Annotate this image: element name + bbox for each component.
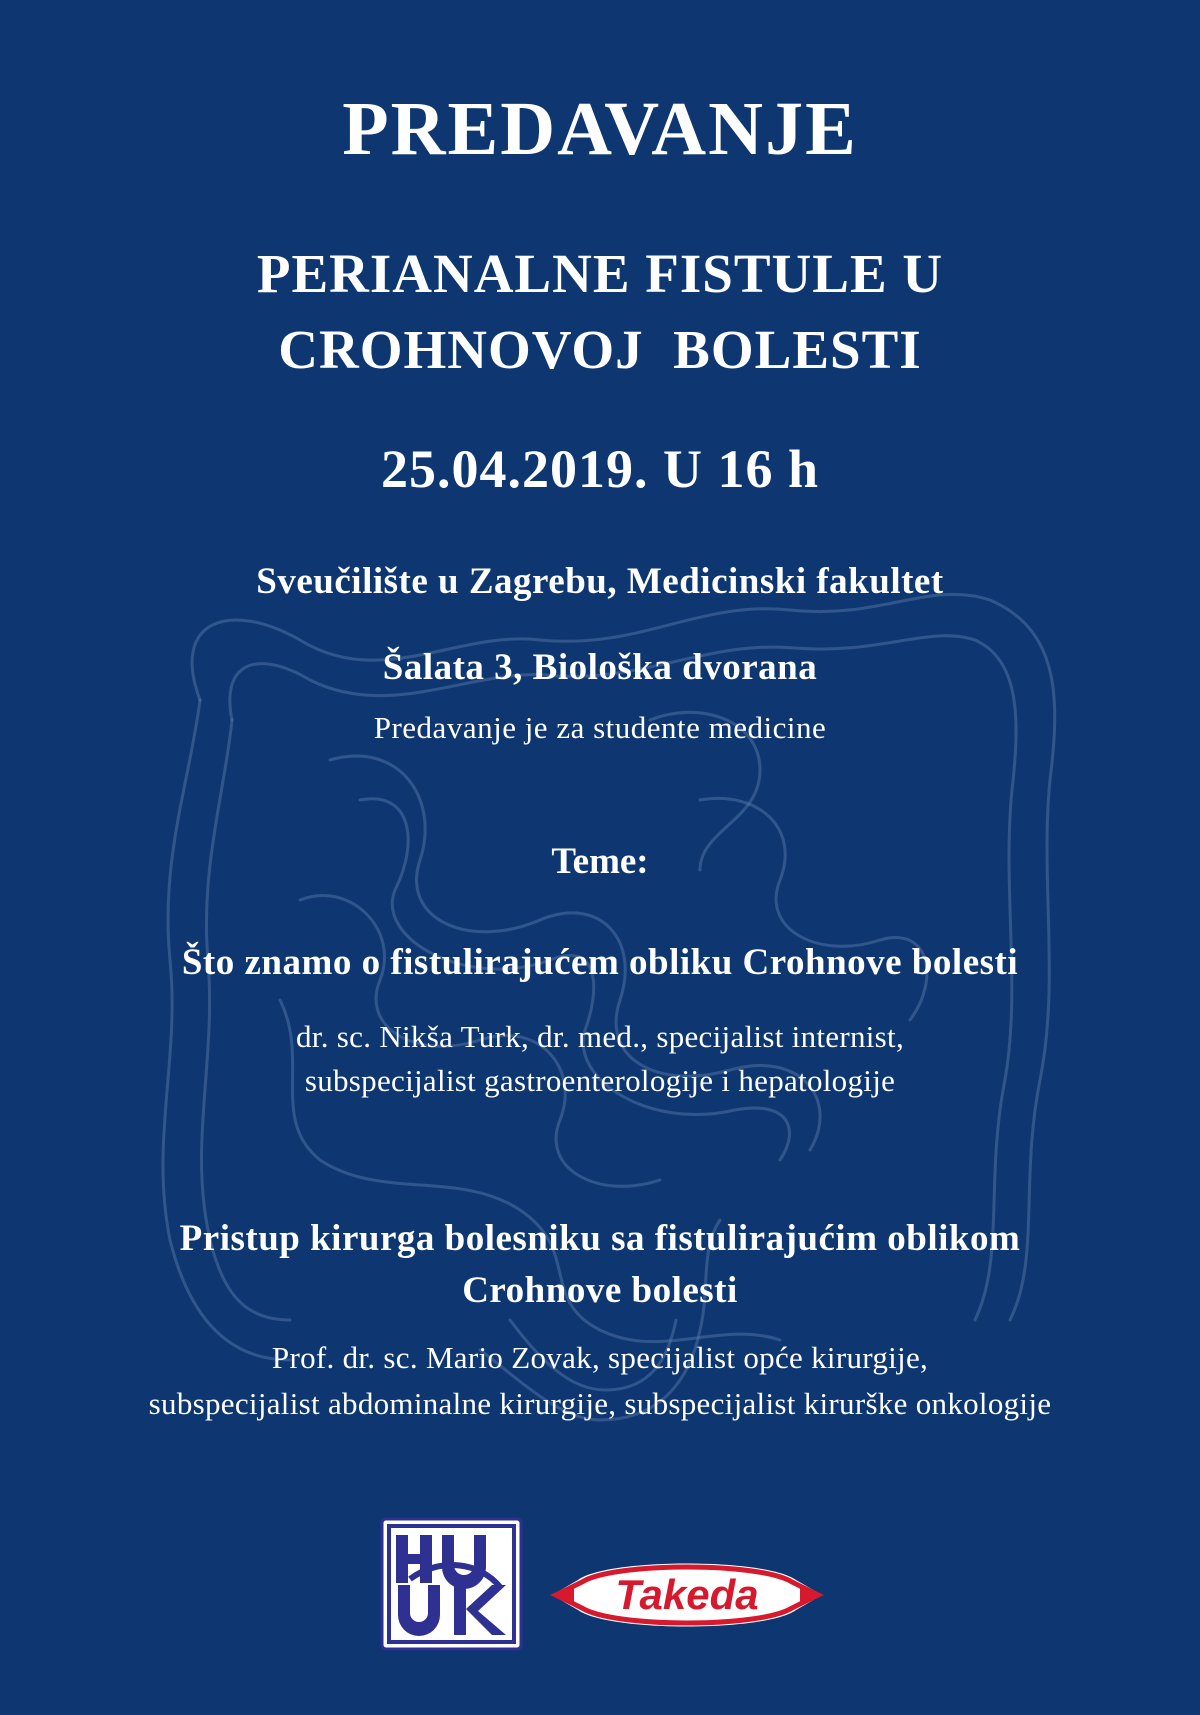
topic-1-title: Što znamo o fistulirajućem obliku Crohnove bolesti bbox=[181, 942, 1019, 983]
venue-institution: Sveučilište u Zagrebu, Medicinski fakultet bbox=[256, 561, 944, 602]
topic-2-title-line-1: Pristup kirurga bolesniku sa fistulirajućim oblikom bbox=[179, 1218, 1021, 1259]
topics-heading: Teme: bbox=[551, 841, 649, 882]
event-date-time: 25.04.2019. U 16 h bbox=[380, 439, 820, 499]
topic-2-speaker bbox=[0, 1335, 1200, 1427]
topic-1-speaker-line-1: dr. sc. Nikša Turk, dr. med., specijalist internist, bbox=[295, 1019, 905, 1054]
topic-2-title bbox=[0, 1213, 1200, 1317]
takeda-logo bbox=[548, 1554, 826, 1636]
topic-2-speaker-line-1: Prof. dr. sc. Mario Zovak, specijalist opće kirurgije, bbox=[271, 1340, 929, 1375]
topic-1-speaker-line-2: subspecijalist gastroenterologije i hepatologije bbox=[304, 1063, 896, 1098]
target-audience: Predavanje je za studente medicine bbox=[373, 710, 827, 745]
lecture-subtitle bbox=[0, 236, 1200, 388]
takeda-wordmark: Takeda bbox=[615, 1571, 759, 1618]
topic-2-speaker-line-2: subspecijalist abdominalne kirurgije, subspecijalist kirurške onkologije bbox=[148, 1386, 1052, 1421]
lecture-subtitle-line-1: PERIANALNE FISTULE U bbox=[256, 243, 944, 304]
hkuk-logo bbox=[380, 1517, 523, 1651]
venue-hall: Šalata 3, Biološka dvorana bbox=[382, 647, 818, 688]
topic-1-speaker bbox=[0, 1015, 1200, 1103]
lecture-subtitle-line-2: CROHNOVOJ BOLESTI bbox=[278, 319, 922, 380]
topic-2-title-line-2: Crohnove bolesti bbox=[462, 1270, 738, 1311]
poster-title: PREDAVANJE bbox=[342, 87, 858, 171]
